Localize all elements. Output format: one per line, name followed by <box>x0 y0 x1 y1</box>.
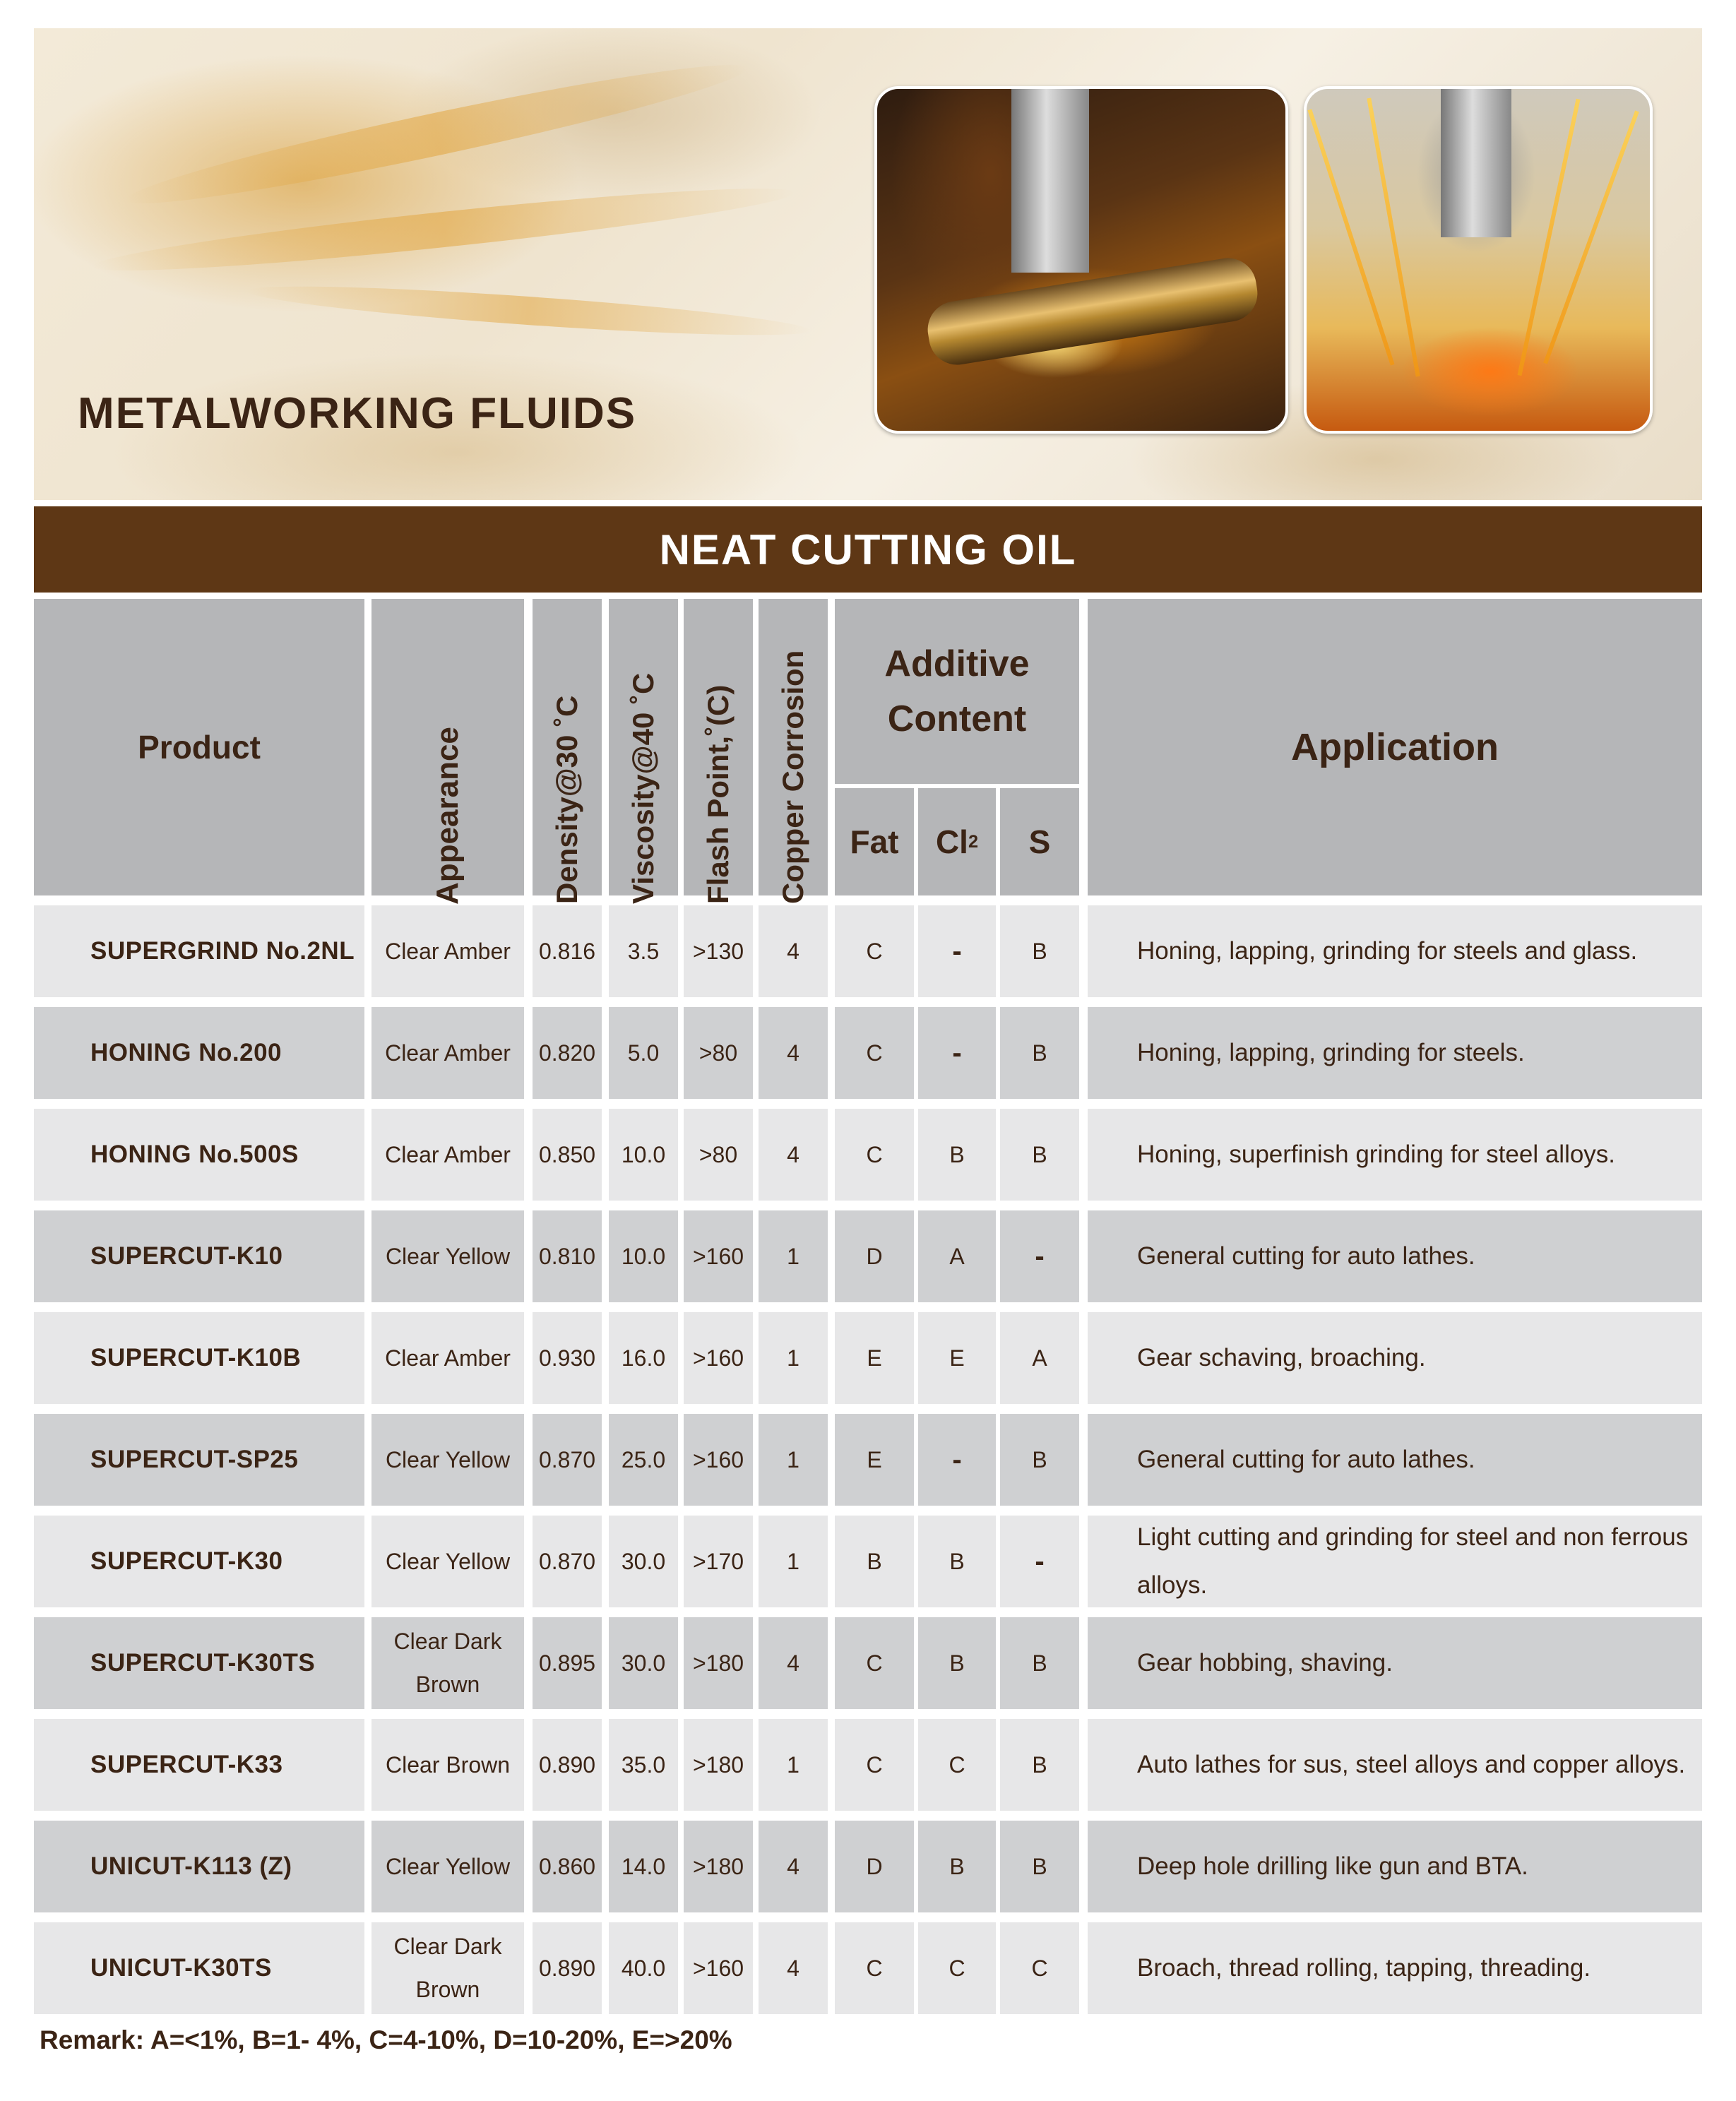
cell-density: 0.930 <box>533 1312 602 1404</box>
cell-product: SUPERCUT-SP25 <box>34 1414 364 1506</box>
header-additive-content <box>835 599 1079 784</box>
remark-legend: Remark: A=<1%, B=1- 4%, C=4-10%, D=10-20%, E=>20% <box>40 2025 732 2054</box>
cell-s: A <box>1000 1312 1079 1404</box>
cell-cl2: B <box>918 1516 996 1607</box>
cell-s: - <box>1000 1516 1079 1607</box>
cell-cl2: B <box>918 1109 996 1201</box>
cell-s: B <box>1000 905 1079 997</box>
cell-appearance: Clear Yellow <box>371 1210 524 1302</box>
cell-copper-corrosion: 4 <box>759 1617 828 1709</box>
header-density-label: Density@30 ˚C <box>550 695 583 904</box>
cell-flash-point: >180 <box>684 1821 753 1912</box>
cell-product: SUPERCUT-K10 <box>34 1210 364 1302</box>
cell-fat: B <box>835 1516 914 1607</box>
header-flash-point-label: Flash Point,˚(C) <box>701 684 735 904</box>
cell-appearance: Clear Yellow <box>371 1516 524 1607</box>
cell-cl2: A <box>918 1210 996 1302</box>
cell-s: B <box>1000 1007 1079 1099</box>
cell-product: SUPERCUT-K33 <box>34 1719 364 1811</box>
cell-viscosity: 10.0 <box>609 1210 678 1302</box>
header-viscosity-label: Viscosity@40 ˚C <box>626 672 660 904</box>
cell-s: B <box>1000 1719 1079 1811</box>
cell-flash-point: >80 <box>684 1109 753 1201</box>
cell-flash-point: >160 <box>684 1312 753 1404</box>
coolant-jet <box>1367 98 1420 377</box>
cell-copper-corrosion: 1 <box>759 1210 828 1302</box>
cell-product: UNICUT-K30TS <box>34 1922 364 2014</box>
cell-flash-point: >160 <box>684 1210 753 1302</box>
cell-viscosity: 5.0 <box>609 1007 678 1099</box>
header-additive-line1: Additive <box>884 643 1030 684</box>
cell-copper-corrosion: 1 <box>759 1719 828 1811</box>
drill-spindle-shape <box>1441 89 1511 237</box>
cell-density: 0.820 <box>533 1007 602 1099</box>
cell-application: General cutting for auto lathes. <box>1088 1210 1702 1302</box>
cell-fat: C <box>835 1719 914 1811</box>
cell-cl2: C <box>918 1719 996 1811</box>
cell-product: SUPERCUT-K10B <box>34 1312 364 1404</box>
cell-fat: D <box>835 1821 914 1912</box>
cell-fat: C <box>835 1922 914 2014</box>
header-copper-corrosion <box>759 599 828 904</box>
cell-flash-point: >180 <box>684 1719 753 1811</box>
page-title: METALWORKING FLUIDS <box>78 389 637 438</box>
cell-appearance: Clear Amber <box>371 1312 524 1404</box>
cell-density: 0.890 <box>533 1922 602 2014</box>
cell-s: C <box>1000 1922 1079 2014</box>
cell-density: 0.816 <box>533 905 602 997</box>
header-cl2 <box>918 788 996 895</box>
cell-fat: C <box>835 1109 914 1201</box>
cell-viscosity: 3.5 <box>609 905 678 997</box>
cell-appearance: Clear Brown <box>371 1719 524 1811</box>
header-viscosity <box>609 599 678 904</box>
cell-application: Light cutting and grinding for steel and non ferrous alloys. <box>1088 1516 1702 1607</box>
cell-application: Honing, lapping, grinding for steels. <box>1088 1007 1702 1099</box>
cell-fat: C <box>835 905 914 997</box>
header-application: Application <box>1088 599 1702 895</box>
machining-photo <box>874 86 1288 434</box>
cell-cl2: E <box>918 1312 996 1404</box>
cell-product: UNICUT-K113 (Z) <box>34 1821 364 1912</box>
cell-viscosity: 14.0 <box>609 1821 678 1912</box>
cell-density: 0.870 <box>533 1516 602 1607</box>
cell-density: 0.810 <box>533 1210 602 1302</box>
cell-product: SUPERGRIND No.2NL <box>34 905 364 997</box>
cell-cl2: - <box>918 1007 996 1099</box>
cell-copper-corrosion: 4 <box>759 1821 828 1912</box>
cell-copper-corrosion: 1 <box>759 1312 828 1404</box>
coolant-jet <box>1543 110 1639 364</box>
header-s: S <box>1000 788 1079 895</box>
cell-appearance: Clear Dark Brown <box>371 1617 524 1709</box>
cell-viscosity: 10.0 <box>609 1109 678 1201</box>
cell-cl2: - <box>918 905 996 997</box>
cell-s: B <box>1000 1414 1079 1506</box>
cell-copper-corrosion: 4 <box>759 1007 828 1099</box>
cell-copper-corrosion: 4 <box>759 1109 828 1201</box>
cell-copper-corrosion: 4 <box>759 905 828 997</box>
cell-copper-corrosion: 1 <box>759 1516 828 1607</box>
cell-appearance: Clear Amber <box>371 1109 524 1201</box>
cell-s: B <box>1000 1109 1079 1201</box>
cell-application: Broach, thread rolling, tapping, threading. <box>1088 1922 1702 2014</box>
header-fat: Fat <box>835 788 914 895</box>
cell-density: 0.850 <box>533 1109 602 1201</box>
header-flash-point <box>684 599 753 904</box>
cell-flash-point: >170 <box>684 1516 753 1607</box>
cell-copper-corrosion: 1 <box>759 1414 828 1506</box>
header-copper-corrosion-label: Copper Corrosion <box>776 650 809 904</box>
header-product: Product <box>34 599 364 895</box>
cell-cl2: B <box>918 1617 996 1709</box>
cell-application: Deep hole drilling like gun and BTA. <box>1088 1821 1702 1912</box>
header-cl2-base: Cl <box>935 823 968 860</box>
cell-application: Gear schaving, broaching. <box>1088 1312 1702 1404</box>
coolant-jet <box>1307 109 1394 365</box>
header-appearance-label: Appearance <box>430 727 465 905</box>
header-cl2-sub: 2 <box>968 831 979 852</box>
cell-density: 0.860 <box>533 1821 602 1912</box>
drilling-photo <box>1304 86 1653 434</box>
section-banner: NEAT CUTTING OIL <box>34 506 1702 593</box>
header-density <box>533 599 602 904</box>
cell-fat: E <box>835 1414 914 1506</box>
cell-appearance: Clear Yellow <box>371 1414 524 1506</box>
cell-density: 0.870 <box>533 1414 602 1506</box>
cell-viscosity: 16.0 <box>609 1312 678 1404</box>
cell-viscosity: 30.0 <box>609 1516 678 1607</box>
spindle-shape <box>1011 89 1089 273</box>
cell-flash-point: >160 <box>684 1922 753 2014</box>
hero-banner <box>34 28 1702 500</box>
cell-product: SUPERCUT-K30TS <box>34 1617 364 1709</box>
cell-s: B <box>1000 1821 1079 1912</box>
cell-viscosity: 30.0 <box>609 1617 678 1709</box>
header-additive-line2: Content <box>887 698 1027 739</box>
cell-flash-point: >130 <box>684 905 753 997</box>
cell-viscosity: 25.0 <box>609 1414 678 1506</box>
cell-product: HONING No.200 <box>34 1007 364 1099</box>
cell-product: SUPERCUT-K30 <box>34 1516 364 1607</box>
cell-density: 0.895 <box>533 1617 602 1709</box>
cell-fat: E <box>835 1312 914 1404</box>
cell-flash-point: >180 <box>684 1617 753 1709</box>
cell-cl2: - <box>918 1414 996 1506</box>
cell-viscosity: 40.0 <box>609 1922 678 2014</box>
cell-fat: C <box>835 1617 914 1709</box>
cell-copper-corrosion: 4 <box>759 1922 828 2014</box>
cell-density: 0.890 <box>533 1719 602 1811</box>
cell-product: HONING No.500S <box>34 1109 364 1201</box>
cell-fat: C <box>835 1007 914 1099</box>
cell-viscosity: 35.0 <box>609 1719 678 1811</box>
cell-application: Honing, lapping, grinding for steels and glass. <box>1088 905 1702 997</box>
header-appearance <box>371 599 524 905</box>
shaft-shape <box>924 254 1261 369</box>
cell-appearance: Clear Amber <box>371 1007 524 1099</box>
cell-appearance: Clear Dark Brown <box>371 1922 524 2014</box>
cell-application: Auto lathes for sus, steel alloys and copper alloys. <box>1088 1719 1702 1811</box>
cell-appearance: Clear Yellow <box>371 1821 524 1912</box>
cell-cl2: B <box>918 1821 996 1912</box>
cell-application: Gear hobbing, shaving. <box>1088 1617 1702 1709</box>
oil-streak <box>246 277 811 345</box>
cell-s: - <box>1000 1210 1079 1302</box>
cell-appearance: Clear Amber <box>371 905 524 997</box>
cell-flash-point: >80 <box>684 1007 753 1099</box>
cell-s: B <box>1000 1617 1079 1709</box>
cell-fat: D <box>835 1210 914 1302</box>
cell-application: Honing, superfinish grinding for steel alloys. <box>1088 1109 1702 1201</box>
cell-flash-point: >160 <box>684 1414 753 1506</box>
cell-cl2: C <box>918 1922 996 2014</box>
cell-application: General cutting for auto lathes. <box>1088 1414 1702 1506</box>
coolant-jet <box>1517 99 1580 376</box>
